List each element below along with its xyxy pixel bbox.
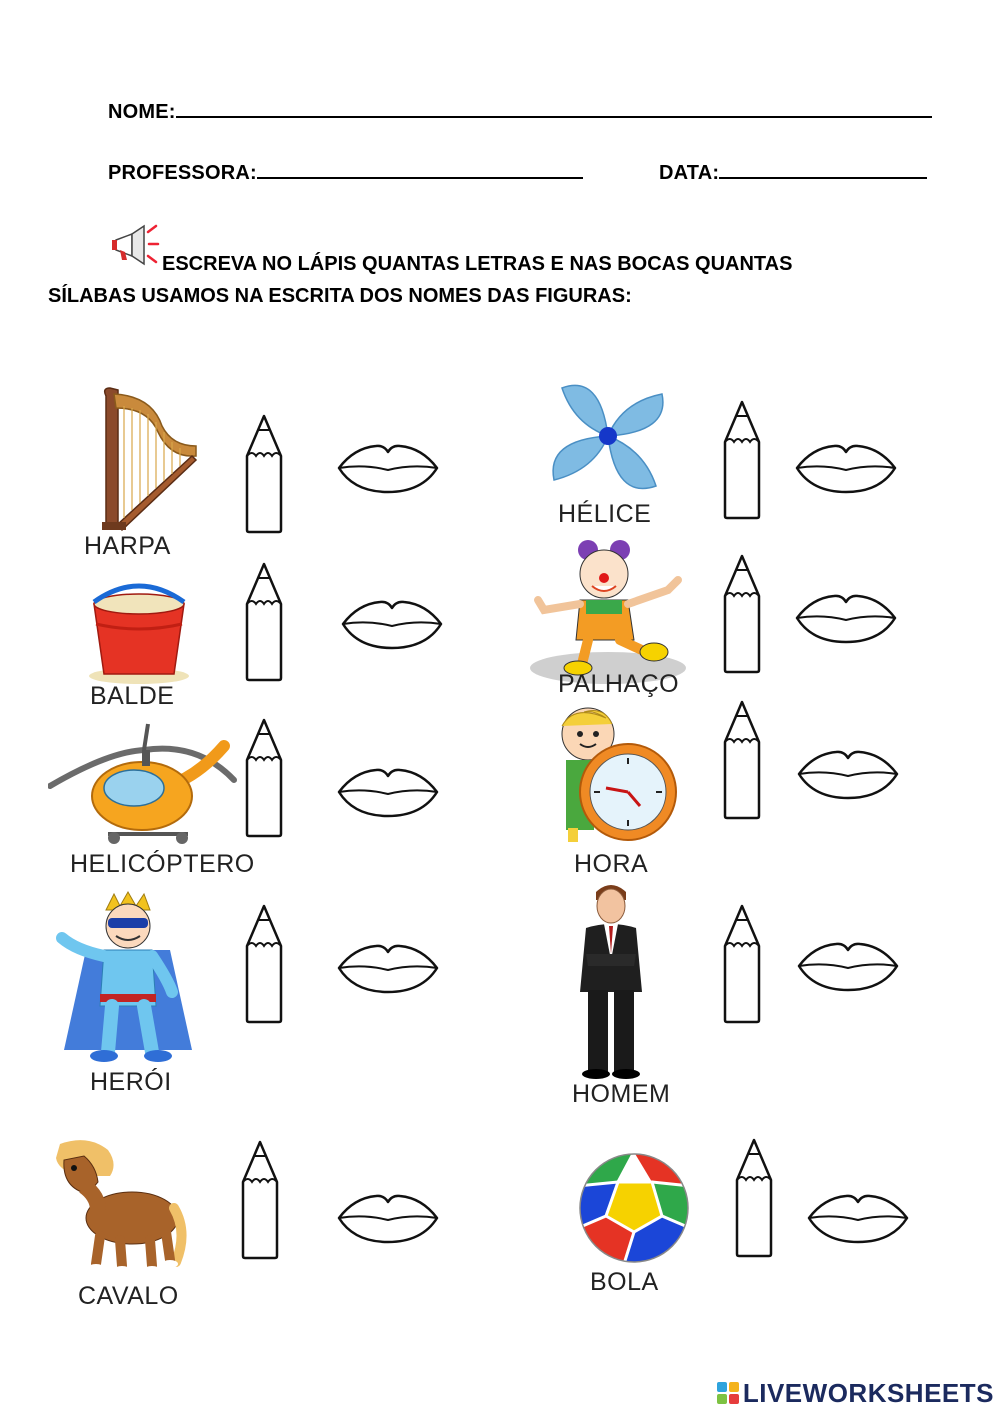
word-label: BALDE xyxy=(90,682,175,710)
word-label: HERÓI xyxy=(90,1068,172,1096)
word-label: HARPA xyxy=(84,532,171,560)
clown-icon xyxy=(528,540,690,686)
instruction-line-1: ESCREVA NO LÁPIS QUANTAS LETRAS E NAS BOCAS QUANTAS xyxy=(162,253,793,275)
pencil-letter-count-box[interactable] xyxy=(722,400,762,520)
pencil-letter-count-box[interactable] xyxy=(244,414,284,534)
word-label: PALHAÇO xyxy=(558,670,680,698)
liveworksheets-logo xyxy=(717,1378,994,1408)
man-icon xyxy=(576,880,646,1080)
word-label: HELICÓPTERO xyxy=(70,850,255,878)
word-label: BOLA xyxy=(590,1268,659,1296)
word-label: HOMEM xyxy=(572,1080,671,1108)
clock-icon xyxy=(544,704,678,848)
mouth-syllable-count-box[interactable] xyxy=(794,590,898,646)
name-field[interactable] xyxy=(176,98,932,118)
harp-icon xyxy=(92,386,202,532)
instruction-line-2: SÍLABAS USAMOS NA ESCRITA DOS NOMES DAS FIGURAS: xyxy=(48,285,632,307)
mouth-syllable-count-box[interactable] xyxy=(796,938,900,994)
brand-text: LIVEWORKSHEETS xyxy=(742,1377,994,1408)
date-label: DATA: xyxy=(659,162,720,184)
logo-blocks-icon xyxy=(717,1382,739,1404)
date-row xyxy=(659,159,927,185)
pencil-letter-count-box[interactable] xyxy=(244,718,284,838)
mouth-syllable-count-box[interactable] xyxy=(336,940,440,996)
horse-icon xyxy=(48,1136,190,1274)
mouth-syllable-count-box[interactable] xyxy=(340,596,444,652)
ball-icon xyxy=(578,1152,690,1264)
word-label: HÉLICE xyxy=(558,500,652,528)
mouth-syllable-count-box[interactable] xyxy=(806,1190,910,1246)
mouth-syllable-count-box[interactable] xyxy=(794,440,898,496)
pencil-letter-count-box[interactable] xyxy=(722,700,762,820)
word-label: CAVALO xyxy=(78,1282,179,1310)
mouth-syllable-count-box[interactable] xyxy=(336,440,440,496)
helicopter-icon xyxy=(48,716,238,848)
hero-icon xyxy=(56,890,200,1064)
name-row xyxy=(108,98,932,124)
pencil-letter-count-box[interactable] xyxy=(240,1140,280,1260)
name-label: NOME: xyxy=(108,101,176,123)
pencil-letter-count-box[interactable] xyxy=(722,554,762,674)
teacher-label: PROFESSORA: xyxy=(108,162,257,184)
instruction-text xyxy=(48,248,928,312)
pencil-letter-count-box[interactable] xyxy=(244,904,284,1024)
mouth-syllable-count-box[interactable] xyxy=(336,1190,440,1246)
word-label: HORA xyxy=(574,850,649,878)
pencil-letter-count-box[interactable] xyxy=(734,1138,774,1258)
mouth-syllable-count-box[interactable] xyxy=(336,764,440,820)
teacher-field[interactable] xyxy=(257,159,583,179)
pencil-letter-count-box[interactable] xyxy=(722,904,762,1024)
mouth-syllable-count-box[interactable] xyxy=(796,746,900,802)
date-field[interactable] xyxy=(719,159,927,179)
bucket-icon xyxy=(84,580,194,684)
pinwheel-icon xyxy=(544,374,674,500)
teacher-row xyxy=(108,159,583,185)
pencil-letter-count-box[interactable] xyxy=(244,562,284,682)
